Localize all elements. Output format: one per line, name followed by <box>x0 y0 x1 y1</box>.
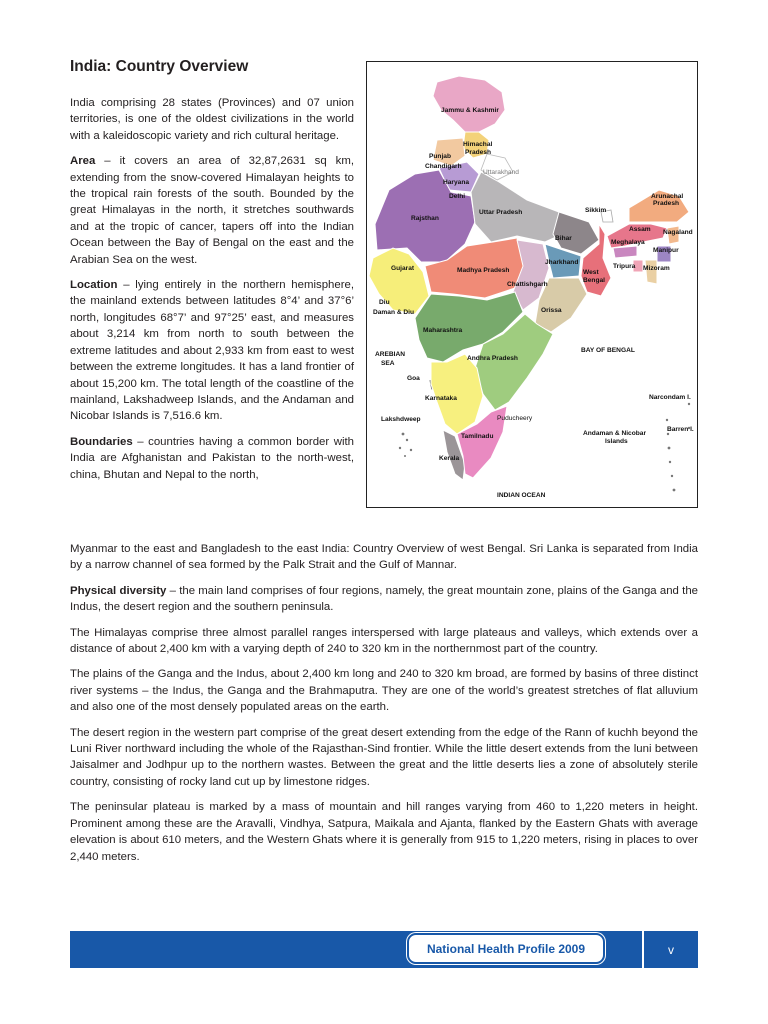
map-label-himachal: Himachal <box>463 141 493 148</box>
map-label-arunachal: Arunachal <box>651 193 684 200</box>
location-paragraph <box>70 277 354 425</box>
map-label-punjab: Punjab <box>429 153 451 160</box>
boundaries-label: Boundaries <box>70 435 133 448</box>
footer-title: National Health Profile 2009 <box>407 933 605 964</box>
map-label-diu: Diu <box>379 299 390 306</box>
map-label-tamil-nadu: Tamilnadu <box>461 433 494 440</box>
map-label-madhya-pradesh: Madhya Pradesh <box>457 267 510 274</box>
plains-paragraph: The plains of the Ganga and the Indus, about 2,400 km long and 240 to 320 km broad, are formed by basins of three distinct river systems – the Indus, the Ganga and the Brahmaputra. They are one of the world’s greatest stretches of flat alluvium and also one of the most densely populated areas on the earth. <box>70 668 698 714</box>
map-label-karnataka: Karnataka <box>425 395 457 402</box>
map-label-chandigarh: Chandigarh <box>425 163 462 170</box>
map-label-west: West <box>583 269 599 276</box>
india-map-graphic <box>367 62 697 507</box>
full-width-body <box>70 541 698 874</box>
map-region-jammu-kashmir <box>433 76 505 132</box>
map-region-bihar <box>553 212 599 254</box>
map-label-indian-ocean: INDIAN OCEAN <box>497 492 546 499</box>
boundaries-continued: Myanmar to the east and Bangladesh to the east India: Country Overview of west Bengal. Sri Lanka is separated from India by a narrow channel of sea formed by the Palk Strait and the Gulf of Mannar. <box>70 543 698 572</box>
himalayas-paragraph: The Himalayas comprise three almost parallel ranges interspersed with large plateaus and valleys, which extends over a distance of about 2,400 km with a varying depth of 240 to 320 km in the northernmost part of the country. <box>70 626 698 656</box>
map-label-barren: Barren I. <box>667 426 694 433</box>
map-label-uttar-pradesh: Uttar Pradesh <box>479 209 523 216</box>
map-label-manipur: Manipur <box>653 247 679 254</box>
map-label-gujarat: Gujarat <box>391 265 415 272</box>
map-region-karnataka <box>431 354 483 434</box>
map-label-daman-diu: Daman & Diu <box>373 309 415 316</box>
map-label-jharkhand: Jharkhand <box>545 259 579 266</box>
map-label-puducherry: Puducheery <box>497 415 533 422</box>
map-label-meghalaya: Meghalaya <box>611 239 645 246</box>
boundaries-text: – countries having a common border with India are Afghanistan and Pakistan to the north-west, china, Bhutan and Nepal to the north, <box>70 435 354 481</box>
location-text: – lying entirely in the northern hemisphere, the mainland extends between latitudes 8°4’ and 37°6’ north, longitudes 68°7’ and 97°25’ east, and measures about 3,214 km from north to south between the extreme latitudes and about 2,933 km from east to west between the extreme longitudes. It has a land frontier of about 15,200 km. The total length of the coastline of the mainland, Lakshadweep Islands, and the Andaman and Nicobar Islands is 7,516.6 km. <box>70 279 354 423</box>
map-label-nagaland: Nagaland <box>663 229 693 236</box>
map-label-narcondam: Narcondam I. <box>649 394 691 401</box>
map-label-arabian-sea: AREBIAN <box>375 351 406 358</box>
physical-text: – the main land comprises of four regions, namely, the great mountain zone, plains of the Ganga and the Indus, the desert region and the southern peninsula. <box>70 584 698 614</box>
map-label-orissa: Orissa <box>541 307 562 314</box>
map-label-goa: Goa <box>407 375 420 382</box>
map-region-meghalaya <box>613 246 637 258</box>
map-label-bengal: Bengal <box>583 277 605 284</box>
area-text: – it covers an area of 32,87,2631 sq km, extending from the snow-covered Himalayan heights to the tropical rain forests of the south. Bounded by the great Himalayas in the north, it stretches southwards and at the tropic of cancer, tapers off into the Indian Ocean between the Bay of Bengal on the east and the Arabian Sea on the west. <box>70 155 354 266</box>
map-label-sikkim: Sikkim <box>585 207 607 214</box>
map-label-sea: SEA <box>381 360 395 367</box>
map-label-islands: Islands <box>605 438 628 445</box>
map-region-uttar-pradesh <box>471 172 567 242</box>
area-label: Area <box>70 155 96 168</box>
map-label-tripura: Tripura <box>613 263 636 270</box>
map-label-rajasthan: Rajsthan <box>411 215 439 222</box>
map-label-andaman-nicobar: Andaman & Nicobar <box>583 430 647 437</box>
map-label-arunachal-pradesh: Pradesh <box>653 200 680 207</box>
page-number: v <box>668 942 674 957</box>
area-paragraph <box>70 153 354 268</box>
map-region-mizoram <box>645 260 657 284</box>
map-label-uttarakhand: Uttarakhand <box>483 169 519 176</box>
peninsular-paragraph: The peninsular plateau is marked by a mass of mountain and hill ranges varying from 460 to 1,220 meters in height. Prominent among these are the Aravalli, Vindhya, Satpura, Maikala and Ajanta, flanked by the Eastern Ghats with average elevation is about 610 meters, and the Western Ghats where it is generally from 915 to 1,220 meters, rising in places to over 2,440 meters. <box>70 801 698 863</box>
map-label-chhattisgarh: Chattishgarh <box>507 281 548 288</box>
map-label-himachal-pradesh: Pradesh <box>465 149 492 156</box>
map-label-assam: Assam <box>629 226 651 233</box>
map-label-jammu-kashmir: Jammu & Kashmir <box>441 107 499 114</box>
page-title: India: Country Overview <box>70 58 249 75</box>
map-label-haryana: Haryana <box>443 179 470 186</box>
left-column <box>70 95 354 483</box>
map-label-delhi: Delhi <box>449 193 466 200</box>
boundaries-paragraph <box>70 434 354 483</box>
desert-paragraph: The desert region in the western part comprise of the great desert extending from the edge of the Rann of kuchh beyond the Luni River northward including the whole of the Rajasthan-Sind frontier. While the little desert extends from the luni between Jaisalmer and Jodhpur up to the northern wastes. Between the great and the little deserts lies a zone of absolutely sterile country, consisting of rocky land cut up by limestone ridges. <box>70 726 698 788</box>
map-label-lakshadweep: Lakshdweep <box>381 416 421 423</box>
physical-paragraph <box>70 583 698 616</box>
india-map <box>366 61 698 508</box>
location-label: Location <box>70 279 118 292</box>
physical-label: Physical diversity <box>70 584 167 597</box>
map-label-mizoram: Mizoram <box>643 265 670 272</box>
map-label-andhra-pradesh: Andhra Pradesh <box>467 355 518 362</box>
map-label-bay-of-bengal: BAY OF BENGAL <box>581 347 635 354</box>
map-label-maharashtra: Maharashtra <box>423 327 463 334</box>
map-region-punjab <box>433 138 465 166</box>
map-label-kerala: Kerala <box>439 455 460 462</box>
intro-paragraph: India comprising 28 states (Provinces) and 07 union territories, is one of the oldest civilizations in the world with a kaleidoscopic variety and rich cultural heritage. <box>70 97 354 142</box>
map-label-bihar: Bihar <box>555 235 572 242</box>
